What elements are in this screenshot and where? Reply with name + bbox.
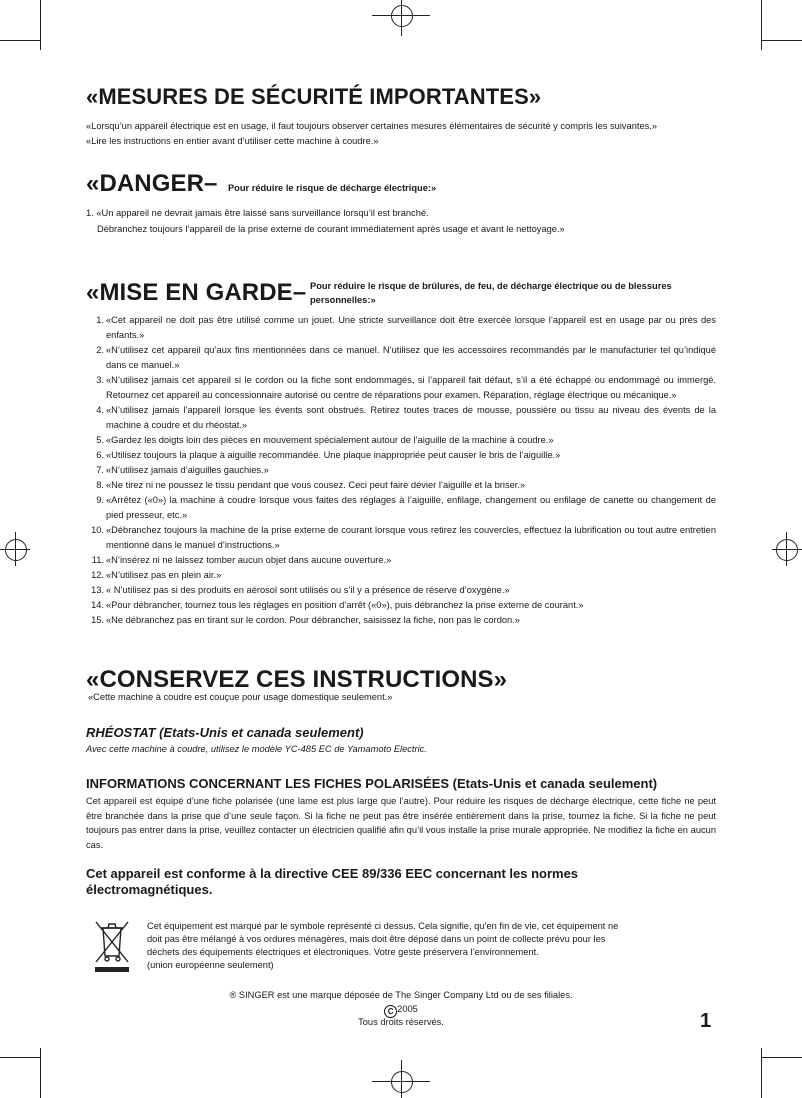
warning-item-number: 1. — [96, 315, 104, 325]
directive-line: Cet appareil est conforme à la directive CEE 89/336 EEC concernant les normes — [86, 866, 579, 881]
danger-item-number: 1. — [86, 208, 94, 218]
warning-item-number: 7. — [96, 465, 104, 475]
warning-item-text: « N’utilisez pas si des produits en aérosol sont utilisés ou s’il y a présence de réserve d’oxygène.» — [106, 585, 510, 595]
warning-item — [86, 448, 716, 463]
warning-item — [86, 583, 716, 598]
warning-item-text: «N’utilisez jamais cet appareil si le cordon ou la fiche sont endommagés, si l’appareil fait défaut, s’il a été échappé ou endommagé ou immergé. Retournez cet appareil au concessionnaire autorisé ou centre de réparations pour examen. Réparation, réglage électrique ou mécanique.» — [106, 375, 716, 400]
warning-item — [86, 613, 716, 628]
warning-item — [86, 343, 716, 373]
warning-item-text: «Ne débranchez pas en tirant sur le cordon. Pour débrancher, saisissez la fiche, non pas le cordon.» — [106, 615, 520, 625]
crossed-out-wheelie-bin-icon — [92, 918, 132, 974]
warning-item-number: 4. — [96, 405, 104, 415]
warning-item-text: «Cet appareil ne doit pas être utilisé comme un jouet. Une stricte surveillance doit être exercée lorsque l’appareil est en usage par ou près des enfants.» — [106, 315, 716, 340]
rheostat-heading: RHÉOSTAT (Etats-Unis et canada seulement) — [86, 725, 364, 740]
warning-item-number: 10. — [91, 525, 104, 535]
page-title: «MESURES DE SÉCURITÉ IMPORTANTES» — [86, 84, 542, 109]
warning-item-text: «Débranchez toujours la machine de la prise externe de courant lorsque vous retirez les couvercles, effectuez la lubrification ou tout autre entretien mentionné dans le manuel d’instructions.» — [106, 525, 716, 550]
warning-item-text: «N’utilisez cet appareil qu’aux fins mentionnées dans ce manuel. N’utilisez que les accessoires recommandés par le manufacturier tel qu’indiqué dans ce manuel.» — [106, 345, 716, 370]
page-number: 1 — [700, 1010, 712, 1032]
warning-item-text: «Arrêtez («0») la machine à coudre lorsque vous faites des réglages à l’aiguille, enfilage, changement ou enfilage de canette ou changement de pied presseur, etc.» — [106, 495, 716, 520]
weee-line: doit pas être mélangé à vos ordures ménagères, mais doit être déposé dans un point de collecte prévu pour les — [147, 934, 606, 944]
warning-item — [86, 523, 716, 553]
danger-heading-row — [86, 170, 436, 198]
warning-item-text: «N’utilisez jamais l’appareil lorsque les évents sont obstrués. Retirez toutes traces de mousse, poussière ou tissu au niveau des évents de la machine à coudre et du rhéostat.» — [106, 405, 716, 430]
warning-item-number: 13. — [91, 585, 104, 595]
warning-item — [86, 313, 716, 343]
warning-item-number: 2. — [96, 345, 104, 355]
danger-item — [86, 206, 716, 236]
warning-item — [86, 403, 716, 433]
warning-item — [86, 373, 716, 403]
weee-line: déchets des équipements électriques et électroniques. Votre geste préservera l’environnement. — [147, 947, 539, 957]
directive-line: électromagnétiques. — [86, 882, 213, 897]
trademark-notice: ® SINGER est une marque déposée de The Singer Company Ltd ou de ses filiales. — [229, 990, 573, 1000]
warning-item-number: 9. — [96, 495, 104, 505]
directive-statement — [86, 866, 578, 898]
warning-item-text: «Gardez les doigts loin des pièces en mouvement spécialement autour de l’aiguille de la machine à coudre.» — [106, 435, 554, 445]
intro-line: «Lorsqu’un appareil électrique est en usage, il faut toujours observer certaines mesures élémentaires de sécurité y compris les suivantes.» — [86, 121, 658, 131]
conserve-note: «Cette machine à coudre est couçue pour usage domestique seulement.» — [88, 692, 393, 702]
warning-item-number: 8. — [96, 480, 104, 490]
polarized-text: Cet appareil est équipé d’une fiche polarisée (une lame est plus large que l’autre). Pour réduire les risques de décharge électrique, cette fiche ne peut être branchée dans la prise que d’une seule façon. Si la fiche ne peut pas être insérée entièrement dans la prise, tournez la fiche. Si la fiche ne peut toujours pas entrer dans la prise, veuillez contacter un électricien qualifié afin qu’il vous installe la prise murale appropriée. Ne modifiez la fiche en aucun cas. — [86, 796, 716, 850]
warning-item-text: «N’utilisez pas en plein air.» — [106, 570, 222, 580]
danger-item-line: «Un appareil ne devrait jamais être laissé sans surveillance lorsqu’il est branché. — [96, 208, 429, 218]
danger-subheading: Pour réduire le risque de décharge électrique:» — [227, 183, 437, 193]
warning-item-text: «Utilisez toujours la plaque à aiguille recommandée. Une plaque inappropriée peut causer le bris de l’aiguille.» — [106, 450, 561, 460]
warning-subheading: Pour réduire le risque de brûlures, de feu, de décharge électrique ou de blessures personnelles:» — [310, 281, 672, 305]
warning-item-text: «Pour débrancher, tournez tous les réglages en position d’arrêt («0»), puis débranchez la prise externe de courant.» — [106, 600, 584, 610]
copyright-symbol: C — [384, 1005, 397, 1018]
warning-item — [86, 553, 716, 568]
warning-item-number: 3. — [96, 375, 104, 385]
warning-item-number: 14. — [91, 600, 104, 610]
warning-item-text: «Ne tirez ni ne poussez le tissu pendant que vous cousez. Ceci peut faire dévier l’aiguille et la briser.» — [106, 480, 526, 490]
warning-item-text: «N’utilisez jamais d’aiguilles gauchies.» — [106, 465, 269, 475]
warning-item-number: 12. — [91, 570, 104, 580]
weee-line: Cet équipement est marqué par le symbole représenté ci dessus. Cela signifie, qu’en fin de vie, cet équipement ne — [147, 921, 619, 931]
copyright-year: 2005 — [397, 1004, 418, 1014]
warning-list — [86, 313, 716, 628]
warning-item — [86, 463, 716, 478]
warning-item — [86, 598, 716, 613]
weee-symbol — [92, 918, 132, 974]
warning-item — [86, 568, 716, 583]
conserve-heading: «CONSERVEZ CES INSTRUCTIONS» — [86, 666, 508, 693]
intro-line: «Lire les instructions en entier avant d’utiliser cette machine à coudre.» — [86, 135, 379, 146]
warning-item-text: «N’insérez ni ne laissez tomber aucun objet dans aucune ouverture.» — [106, 555, 392, 565]
intro-paragraph — [86, 119, 716, 148]
warning-item-number: 5. — [96, 435, 104, 445]
warning-item — [86, 433, 716, 448]
polarized-heading: INFORMATIONS CONCERNANT LES FICHES POLARISÉES (Etats-Unis et canada seulement) — [86, 776, 658, 791]
danger-heading: «DANGER– — [86, 170, 218, 197]
warning-item — [86, 493, 716, 523]
rheostat-text: Avec cette machine à coudre, utilisez le modèle YC-485 EC de Yamamoto Electric. — [86, 744, 427, 754]
weee-line: (union européenne seulement) — [147, 960, 274, 970]
warning-heading: «MISE EN GARDE– — [86, 279, 307, 306]
warning-item-number: 15. — [91, 615, 104, 625]
warning-item — [86, 478, 716, 493]
warning-item-number: 11. — [91, 555, 104, 565]
warning-item-number: 6. — [96, 450, 104, 460]
weee-notice — [147, 920, 727, 972]
rights-reserved: Tous droits réservés. — [358, 1017, 444, 1027]
danger-item-line: Débranchez toujours l’appareil de la prise externe de courant immédiatement après usage et avant le nettoyage.» — [97, 224, 565, 234]
